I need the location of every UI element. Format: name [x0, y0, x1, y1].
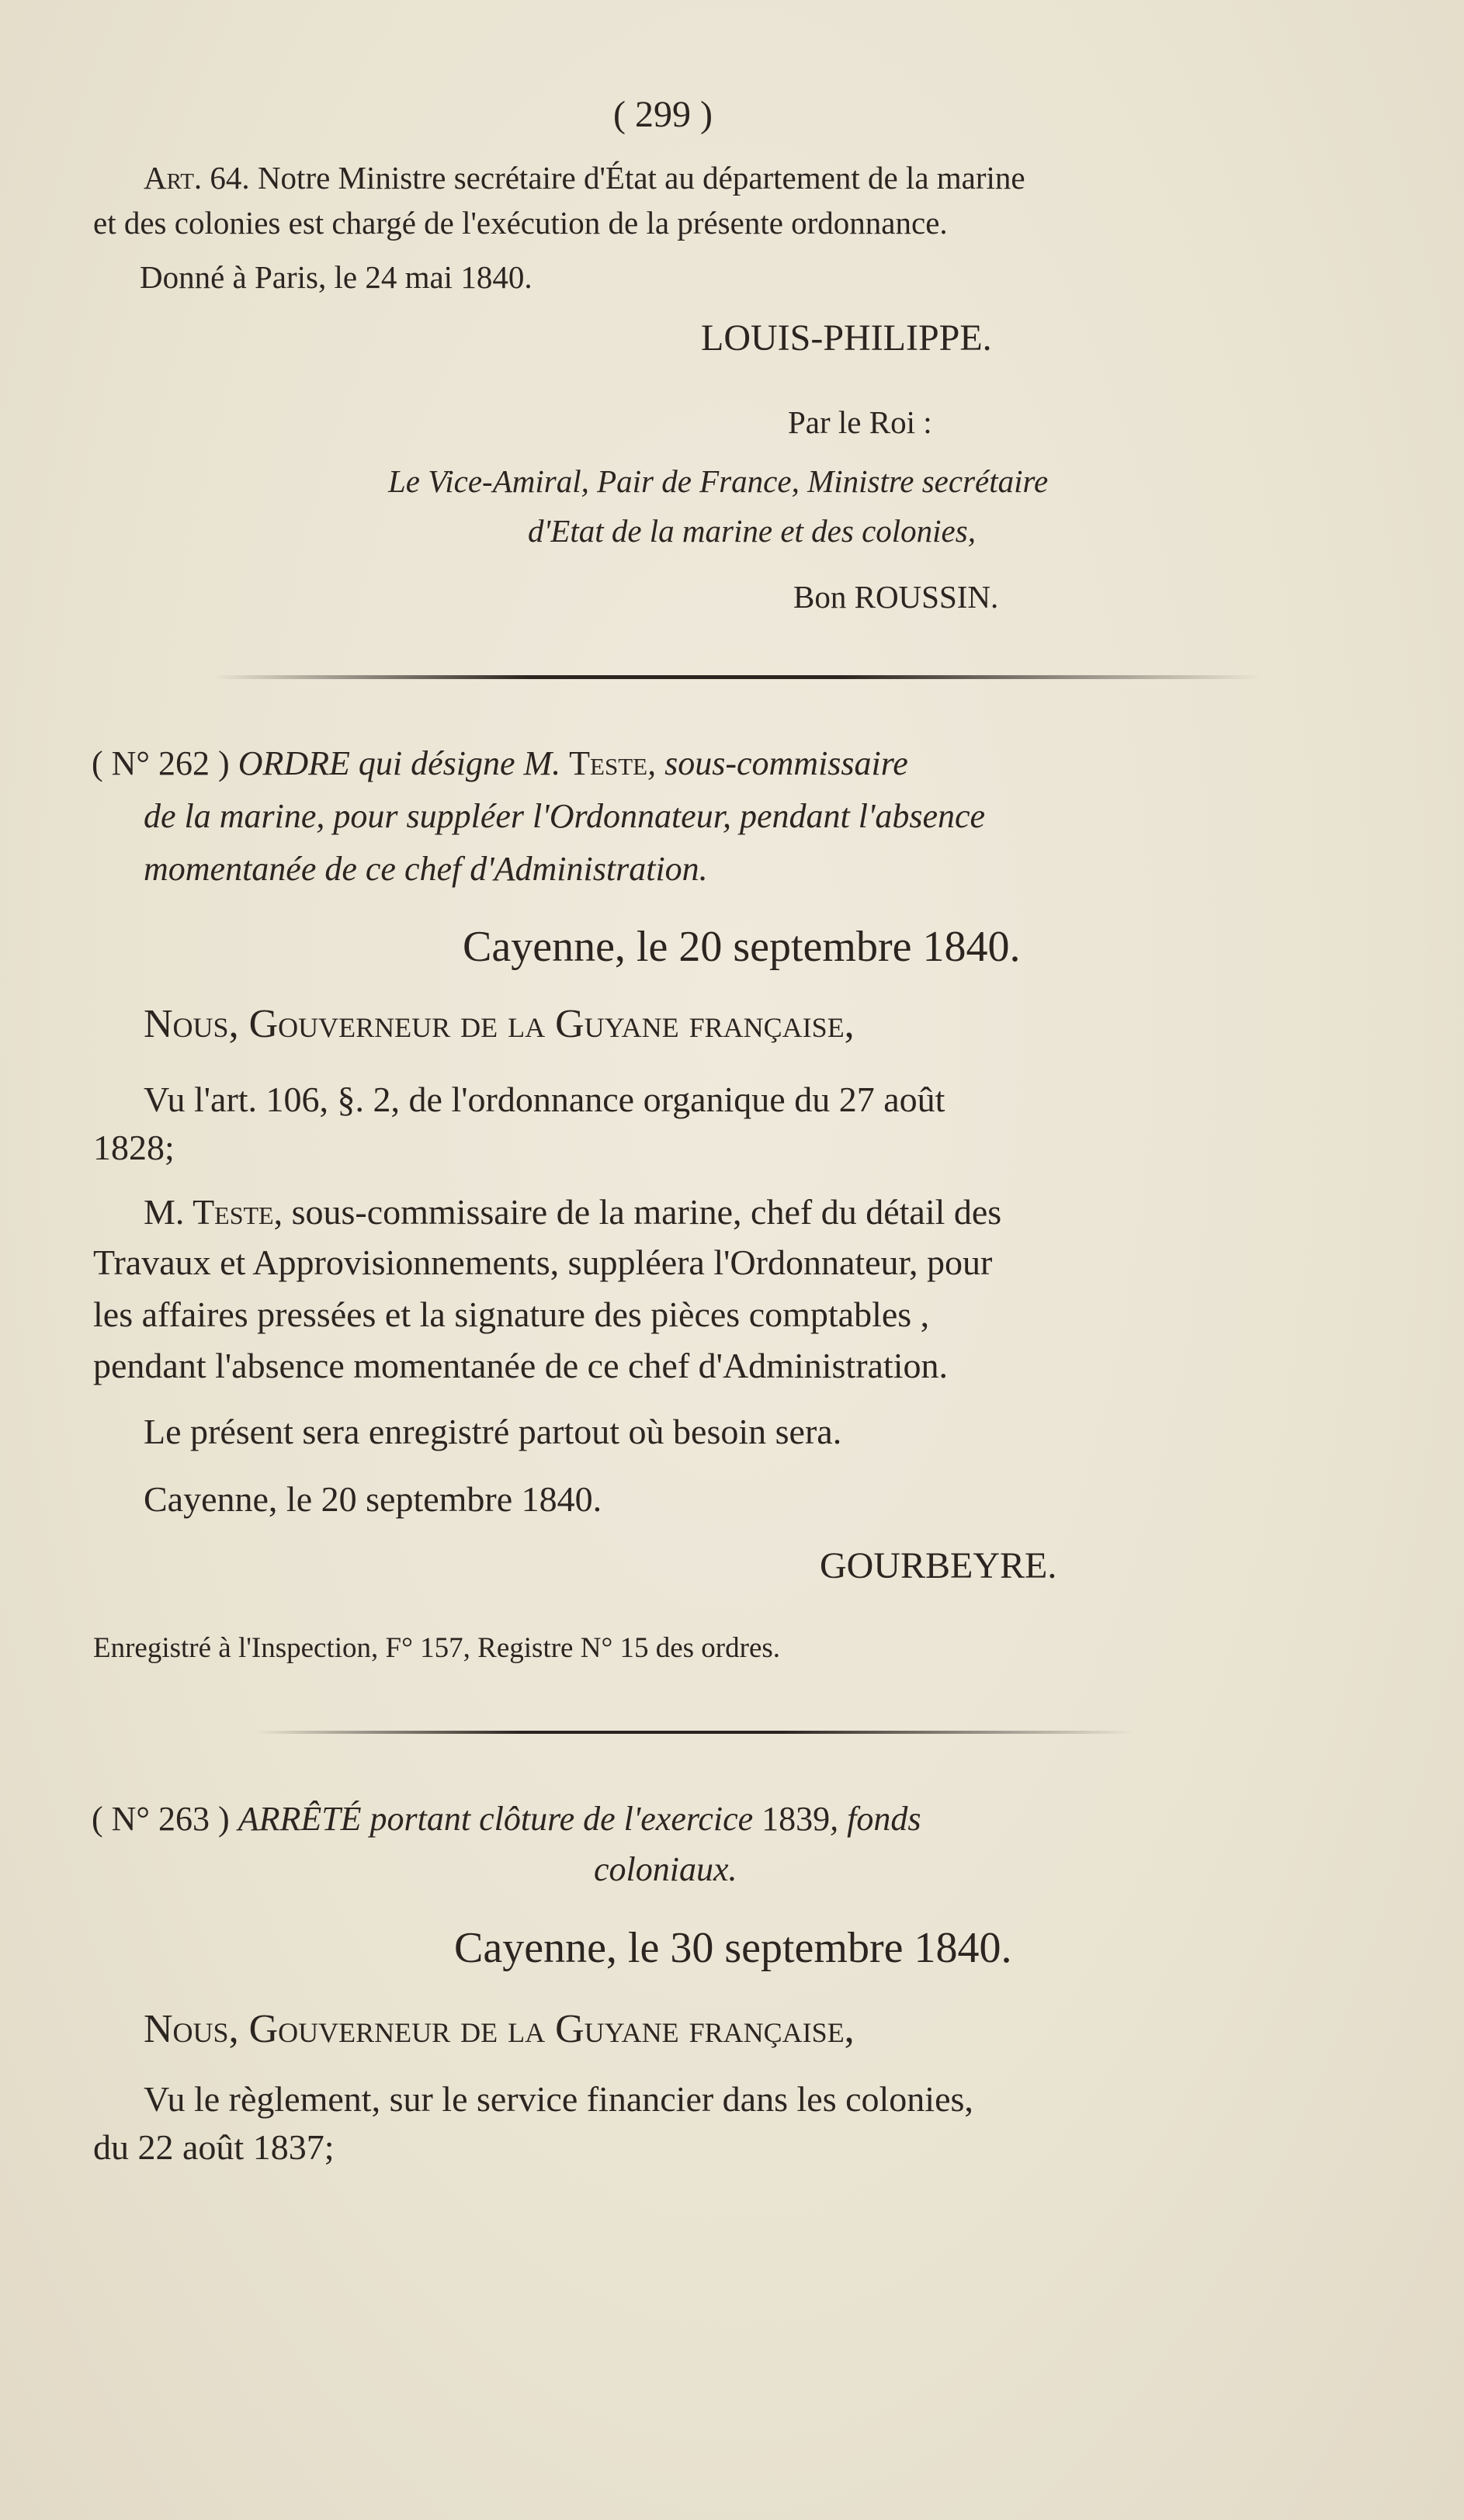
section-divider-2 [256, 1731, 1133, 1734]
n262-vu-line1: Vu l'art. 106, §. 2, de l'ordonnance organique du 27 août [144, 1080, 945, 1119]
art64-line1 [144, 159, 1025, 196]
par-le-roi: Par le Roi : [788, 404, 932, 440]
n263-title-year: 1839 [761, 1800, 831, 1838]
n262-signature: GOURBEYRE. [820, 1545, 1057, 1586]
minister-name: Bon ROUSSIN. [793, 579, 999, 615]
n263-title-line2: coloniaux. [594, 1850, 737, 1888]
n263-title-a: ARRÊTÉ portant clôture de l'exercice [238, 1800, 754, 1838]
n262-body-line1 [144, 1191, 1001, 1232]
n262-registry-line: Enregistré à l'Inspection, F° 157, Registre N° 15 des ordres. [93, 1632, 781, 1664]
n262-title-line3: momentanée de ce chef d'Administration. [144, 850, 708, 888]
n262-title-a: ORDRE qui désigne M. [238, 744, 561, 782]
n263-nous-line: Nous, Gouverneur de la Guyane française, [144, 2007, 855, 2051]
n263-number: ( N° 263 ) [92, 1800, 230, 1838]
n262-title-name: Teste [569, 744, 648, 782]
article-text: Notre Ministre secrétaire d'État au département de la marine [257, 160, 1025, 196]
n263-place-date: Cayenne, le 30 septembre 1840. [454, 1924, 1012, 1972]
n262-registration-note: Le présent sera enregistré partout où besoin sera. [144, 1412, 842, 1451]
n262-body-line3: les affaires pressées et la signature des pièces comptables , [93, 1295, 930, 1334]
n262-body-name: M. Teste, [144, 1192, 283, 1232]
given-at-paris: Donné à Paris, le 24 mai 1840. [140, 259, 533, 295]
minister-title-line1: Le Vice-Amiral, Pair de France, Ministre secrétaire [388, 463, 1049, 499]
n263-vu-line2: du 22 août 1837; [93, 2127, 335, 2167]
n263-vu-line1: Vu le règlement, sur le service financier dans les colonies, [144, 2079, 973, 2119]
n262-heading-line1 [92, 744, 908, 783]
article-label: Art. 64. [144, 160, 250, 196]
n262-body-rest: sous-commissaire de la marine, chef du détail des [291, 1192, 1002, 1232]
n262-sign-date: Cayenne, le 20 septembre 1840. [144, 1479, 602, 1519]
n262-place-date: Cayenne, le 20 septembre 1840. [463, 923, 1021, 971]
n262-number: ( N° 262 ) [92, 744, 230, 782]
n262-title-line2: de la marine, pour suppléer l'Ordonnateur, pendant l'absence [144, 797, 986, 835]
page-number: ( 299 ) [613, 94, 713, 135]
n262-vu-line2: 1828; [93, 1128, 175, 1167]
n263-heading-line1 [92, 1799, 921, 1839]
n262-title-b: , sous-commissaire [647, 744, 908, 782]
art64-line2: et des colonies est chargé de l'exécution de la présente ordonnance. [93, 205, 948, 241]
minister-title-line2: d'Etat de la marine et des colonies, [528, 513, 976, 549]
section-divider [213, 675, 1261, 679]
n262-body-line2: Travaux et Approvisionnements, suppléera l'Ordonnateur, pour [93, 1243, 993, 1282]
n262-body-line4: pendant l'absence momentanée de ce chef d'Administration. [93, 1346, 948, 1385]
king-signature: LOUIS-PHILIPPE. [701, 317, 992, 359]
n263-title-b: , fonds [830, 1800, 921, 1838]
n262-nous-line: Nous, Gouverneur de la Guyane française, [144, 1002, 855, 1046]
